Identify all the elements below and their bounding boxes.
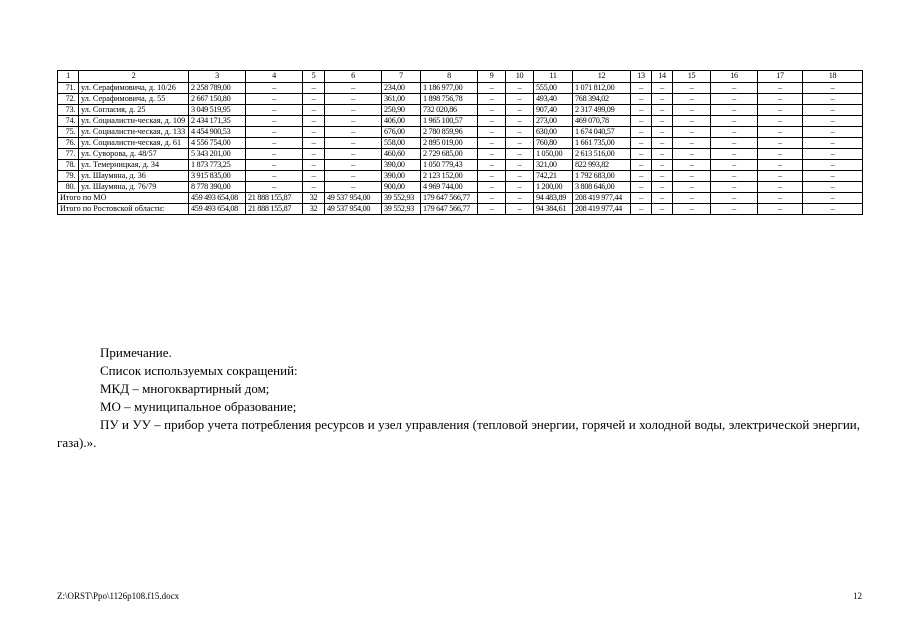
address-cell: ул. Социалисти-ческая, д. 61	[79, 138, 189, 149]
value-cell: 768 394,02	[573, 94, 631, 105]
table-row	[58, 182, 863, 193]
dash-cell: –	[711, 149, 758, 160]
table-row	[58, 94, 863, 105]
row-number-cell: 76.	[58, 138, 79, 149]
dash-cell: –	[303, 83, 325, 94]
dash-cell: –	[325, 160, 382, 171]
dash-cell: –	[803, 171, 863, 182]
value-cell: 676,00	[382, 127, 421, 138]
table-row	[58, 171, 863, 182]
address-cell: ул. Серафимовича, д. 10/26	[79, 83, 189, 94]
value-cell: 21 888 155,87	[246, 193, 303, 204]
header-cell: 11	[534, 71, 573, 83]
value-cell: 273,00	[534, 116, 573, 127]
dash-cell: –	[803, 83, 863, 94]
address-cell: ул. Социалисти-ческая, д. 133	[79, 127, 189, 138]
dash-cell: –	[652, 193, 673, 204]
dash-cell: –	[506, 171, 534, 182]
value-cell: 390,00	[382, 171, 421, 182]
dash-cell: –	[303, 171, 325, 182]
value-cell: 1 661 735,00	[573, 138, 631, 149]
dash-cell: –	[652, 171, 673, 182]
header-cell: 5	[303, 71, 325, 83]
dash-cell: –	[506, 193, 534, 204]
dash-cell: –	[478, 182, 506, 193]
dash-cell: –	[631, 138, 652, 149]
dash-cell: –	[652, 127, 673, 138]
dash-cell: –	[246, 149, 303, 160]
header-cell: 4	[246, 71, 303, 83]
dash-cell: –	[758, 193, 803, 204]
value-cell: 1 674 040,57	[573, 127, 631, 138]
dash-cell: –	[803, 105, 863, 116]
value-cell: 493,40	[534, 94, 573, 105]
dash-cell: –	[673, 171, 711, 182]
address-cell: ул. Серафимовича, д. 55	[79, 94, 189, 105]
dash-cell: –	[652, 138, 673, 149]
footer-file-path: Z:\ORST\Ppo\1126p108.f15.docx	[57, 591, 180, 601]
table-row	[58, 127, 863, 138]
header-cell: 12	[573, 71, 631, 83]
dash-cell: –	[803, 138, 863, 149]
dash-cell: –	[711, 160, 758, 171]
dash-cell: –	[803, 160, 863, 171]
dash-cell: –	[506, 94, 534, 105]
dash-cell: –	[303, 105, 325, 116]
dash-cell: –	[803, 182, 863, 193]
value-cell: 2 317 499,09	[573, 105, 631, 116]
header-cell: 8	[421, 71, 478, 83]
dash-cell: –	[478, 171, 506, 182]
value-cell: 208 419 977,44	[573, 204, 631, 215]
dash-cell: –	[758, 94, 803, 105]
dash-cell: –	[711, 171, 758, 182]
value-cell: 4 969 744,00	[421, 182, 478, 193]
row-number-cell: 73.	[58, 105, 79, 116]
row-number-cell: 77.	[58, 149, 79, 160]
dash-cell: –	[303, 116, 325, 127]
value-cell: 49 537 954,00	[325, 193, 382, 204]
value-cell: 1 050,00	[534, 149, 573, 160]
row-number-cell: 71.	[58, 83, 79, 94]
dash-cell: –	[246, 105, 303, 116]
value-cell: 558,00	[382, 138, 421, 149]
dash-cell: –	[758, 127, 803, 138]
dash-cell: –	[758, 149, 803, 160]
value-cell: 2 613 516,00	[573, 149, 631, 160]
header-cell: 15	[673, 71, 711, 83]
dash-cell: –	[478, 116, 506, 127]
value-cell: 94 483,89	[534, 193, 573, 204]
value-cell: 39 552,93	[382, 204, 421, 215]
note-line-mo: МО – муниципальное образование;	[100, 399, 297, 414]
value-cell: 2 895 019,00	[421, 138, 478, 149]
dash-cell: –	[478, 127, 506, 138]
dash-cell: –	[711, 182, 758, 193]
value-cell: 1 186 977,00	[421, 83, 478, 94]
dash-cell: –	[478, 94, 506, 105]
dash-cell: –	[652, 160, 673, 171]
value-cell: 1 200,00	[534, 182, 573, 193]
dash-cell: –	[506, 160, 534, 171]
dash-cell: –	[711, 94, 758, 105]
value-cell: 1 050 779,43	[421, 160, 478, 171]
value-cell: 3 049 519,95	[189, 105, 246, 116]
dash-cell: –	[711, 105, 758, 116]
dash-cell: –	[506, 149, 534, 160]
value-cell: 5 343 201,00	[189, 149, 246, 160]
value-cell: 2 780 859,96	[421, 127, 478, 138]
dash-cell: –	[652, 83, 673, 94]
value-cell: 1 873 773,25	[189, 160, 246, 171]
value-cell: 555,00	[534, 83, 573, 94]
dash-cell: –	[652, 94, 673, 105]
dash-cell: –	[673, 83, 711, 94]
dash-cell: –	[673, 193, 711, 204]
value-cell: 234,00	[382, 83, 421, 94]
value-cell: 459 493 654,08	[189, 204, 246, 215]
header-cell: 2	[79, 71, 189, 83]
dash-cell: –	[325, 138, 382, 149]
row-number-cell: 78.	[58, 160, 79, 171]
value-cell: 1 792 683,00	[573, 171, 631, 182]
dash-cell: –	[631, 105, 652, 116]
header-cell: 3	[189, 71, 246, 83]
dash-cell: –	[711, 83, 758, 94]
address-cell: ул. Социалисти-ческая, д. 109	[79, 116, 189, 127]
value-cell: 4 556 754,00	[189, 138, 246, 149]
total-row	[58, 193, 863, 204]
dash-cell: –	[478, 204, 506, 215]
header-cell: 18	[803, 71, 863, 83]
value-cell: 4 454 900,53	[189, 127, 246, 138]
dash-cell: –	[506, 83, 534, 94]
value-cell: 459 493 654,08	[189, 193, 246, 204]
value-cell: 390,00	[382, 160, 421, 171]
row-number-cell: 72.	[58, 94, 79, 105]
dash-cell: –	[758, 160, 803, 171]
dash-cell: –	[711, 116, 758, 127]
dash-cell: –	[246, 160, 303, 171]
dash-cell: –	[325, 149, 382, 160]
header-row	[58, 71, 863, 83]
dash-cell: –	[325, 116, 382, 127]
dash-cell: –	[758, 83, 803, 94]
dash-cell: –	[631, 116, 652, 127]
dash-cell: –	[803, 149, 863, 160]
header-cell: 13	[631, 71, 652, 83]
dash-cell: –	[711, 138, 758, 149]
dash-cell: –	[673, 149, 711, 160]
note-line-mkd: МКД – многоквартирный дом;	[100, 381, 270, 396]
dash-cell: –	[758, 204, 803, 215]
dash-cell: –	[803, 94, 863, 105]
value-cell: 321,00	[534, 160, 573, 171]
dash-cell: –	[673, 94, 711, 105]
header-cell: 6	[325, 71, 382, 83]
dash-cell: –	[478, 83, 506, 94]
dash-cell: –	[246, 138, 303, 149]
dash-cell: –	[506, 105, 534, 116]
dash-cell: –	[506, 138, 534, 149]
dash-cell: –	[246, 83, 303, 94]
dash-cell: –	[506, 182, 534, 193]
header-cell: 16	[711, 71, 758, 83]
dash-cell: –	[303, 149, 325, 160]
row-number-cell: 79.	[58, 171, 79, 182]
note-line-abbrev-list: Список используемых сокращений:	[100, 363, 298, 378]
table-row	[58, 160, 863, 171]
value-cell: 1 898 756,78	[421, 94, 478, 105]
dash-cell: –	[478, 160, 506, 171]
address-cell: ул. Согласия, д. 25	[79, 105, 189, 116]
dash-cell: –	[673, 116, 711, 127]
dash-cell: –	[803, 127, 863, 138]
table-row	[58, 116, 863, 127]
value-cell: 742,21	[534, 171, 573, 182]
dash-cell: –	[652, 149, 673, 160]
value-cell: 32	[303, 204, 325, 215]
dash-cell: –	[758, 105, 803, 116]
note-section	[57, 344, 860, 452]
dash-cell: –	[246, 116, 303, 127]
header-cell: 1	[58, 71, 79, 83]
dash-cell: –	[303, 182, 325, 193]
dash-cell: –	[506, 204, 534, 215]
dash-cell: –	[711, 127, 758, 138]
dash-cell: –	[758, 182, 803, 193]
dash-cell: –	[631, 83, 652, 94]
value-cell: 2 434 171,35	[189, 116, 246, 127]
value-cell: 8 778 390,00	[189, 182, 246, 193]
dash-cell: –	[246, 182, 303, 193]
data-table	[57, 70, 863, 215]
dash-cell: –	[631, 94, 652, 105]
header-cell: 17	[758, 71, 803, 83]
dash-cell: –	[325, 127, 382, 138]
dash-cell: –	[673, 204, 711, 215]
value-cell: 49 537 954,00	[325, 204, 382, 215]
dash-cell: –	[478, 105, 506, 116]
dash-cell: –	[673, 105, 711, 116]
value-cell: 2 123 152,00	[421, 171, 478, 182]
value-cell: 900,00	[382, 182, 421, 193]
dash-cell: –	[803, 116, 863, 127]
dash-cell: –	[711, 204, 758, 215]
value-cell: 94 384,61	[534, 204, 573, 215]
dash-cell: –	[758, 171, 803, 182]
address-cell: ул. Шаумяна, д. 36	[79, 171, 189, 182]
dash-cell: –	[758, 116, 803, 127]
dash-cell: –	[246, 171, 303, 182]
dash-cell: –	[758, 138, 803, 149]
value-cell: 3 915 835,00	[189, 171, 246, 182]
table-row	[58, 83, 863, 94]
table-row	[58, 138, 863, 149]
note-line-pu-uu: ПУ и УУ – прибор учета потребления ресурсов и узел управления (тепловой энергии, горячей и холодной воды, электрической энергии, газа).».	[57, 417, 860, 450]
dash-cell: –	[673, 160, 711, 171]
dash-cell: –	[631, 160, 652, 171]
dash-cell: –	[631, 149, 652, 160]
value-cell: 1 071 812,00	[573, 83, 631, 94]
total-label-cell: Итого по Ростовской области:	[58, 204, 189, 215]
dash-cell: –	[631, 204, 652, 215]
value-cell: 822 993,82	[573, 160, 631, 171]
value-cell: 460,60	[382, 149, 421, 160]
dash-cell: –	[325, 105, 382, 116]
value-cell: 361,00	[382, 94, 421, 105]
value-cell: 2 729 685,00	[421, 149, 478, 160]
value-cell: 2 667 150,80	[189, 94, 246, 105]
total-label-cell: Итого по МО	[58, 193, 189, 204]
dash-cell: –	[673, 138, 711, 149]
dash-cell: –	[506, 127, 534, 138]
footer-page-number: 12	[853, 591, 862, 601]
value-cell: 760,80	[534, 138, 573, 149]
value-cell: 3 808 646,00	[573, 182, 631, 193]
dash-cell: –	[246, 127, 303, 138]
value-cell: 39 552,93	[382, 193, 421, 204]
value-cell: 2 258 789,00	[189, 83, 246, 94]
header-cell: 14	[652, 71, 673, 83]
value-cell: 21 888 155,87	[246, 204, 303, 215]
dash-cell: –	[303, 127, 325, 138]
address-cell: ул. Темерницкая, д. 34	[79, 160, 189, 171]
table-row	[58, 105, 863, 116]
row-number-cell: 80.	[58, 182, 79, 193]
value-cell: 208 419 977,44	[573, 193, 631, 204]
value-cell: 179 647 566,77	[421, 193, 478, 204]
dash-cell: –	[478, 193, 506, 204]
dash-cell: –	[803, 204, 863, 215]
dash-cell: –	[631, 182, 652, 193]
dash-cell: –	[325, 182, 382, 193]
dash-cell: –	[506, 116, 534, 127]
value-cell: 907,40	[534, 105, 573, 116]
dash-cell: –	[673, 182, 711, 193]
dash-cell: –	[652, 105, 673, 116]
dash-cell: –	[673, 127, 711, 138]
dash-cell: –	[478, 138, 506, 149]
dash-cell: –	[246, 94, 303, 105]
address-cell: ул. Шаумяна, д. 76/79	[79, 182, 189, 193]
value-cell: 469 070,78	[573, 116, 631, 127]
value-cell: 732 020,86	[421, 105, 478, 116]
dash-cell: –	[478, 149, 506, 160]
dash-cell: –	[711, 193, 758, 204]
value-cell: 250,90	[382, 105, 421, 116]
note-title: Примечание.	[100, 345, 172, 360]
dash-cell: –	[652, 182, 673, 193]
header-cell: 10	[506, 71, 534, 83]
value-cell: 406,00	[382, 116, 421, 127]
address-cell: ул. Суворова, д. 48/57	[79, 149, 189, 160]
header-cell: 9	[478, 71, 506, 83]
dash-cell: –	[303, 138, 325, 149]
value-cell: 1 965 100,57	[421, 116, 478, 127]
value-cell: 630,00	[534, 127, 573, 138]
dash-cell: –	[631, 171, 652, 182]
dash-cell: –	[303, 160, 325, 171]
dash-cell: –	[631, 127, 652, 138]
header-cell: 7	[382, 71, 421, 83]
dash-cell: –	[652, 116, 673, 127]
table-row	[58, 149, 863, 160]
dash-cell: –	[325, 94, 382, 105]
row-number-cell: 74.	[58, 116, 79, 127]
total-row	[58, 204, 863, 215]
value-cell: 179 647 566,77	[421, 204, 478, 215]
value-cell: 32	[303, 193, 325, 204]
dash-cell: –	[325, 171, 382, 182]
dash-cell: –	[325, 83, 382, 94]
dash-cell: –	[303, 94, 325, 105]
dash-cell: –	[631, 193, 652, 204]
table-body	[58, 71, 863, 215]
dash-cell: –	[803, 193, 863, 204]
row-number-cell: 75.	[58, 127, 79, 138]
dash-cell: –	[652, 204, 673, 215]
